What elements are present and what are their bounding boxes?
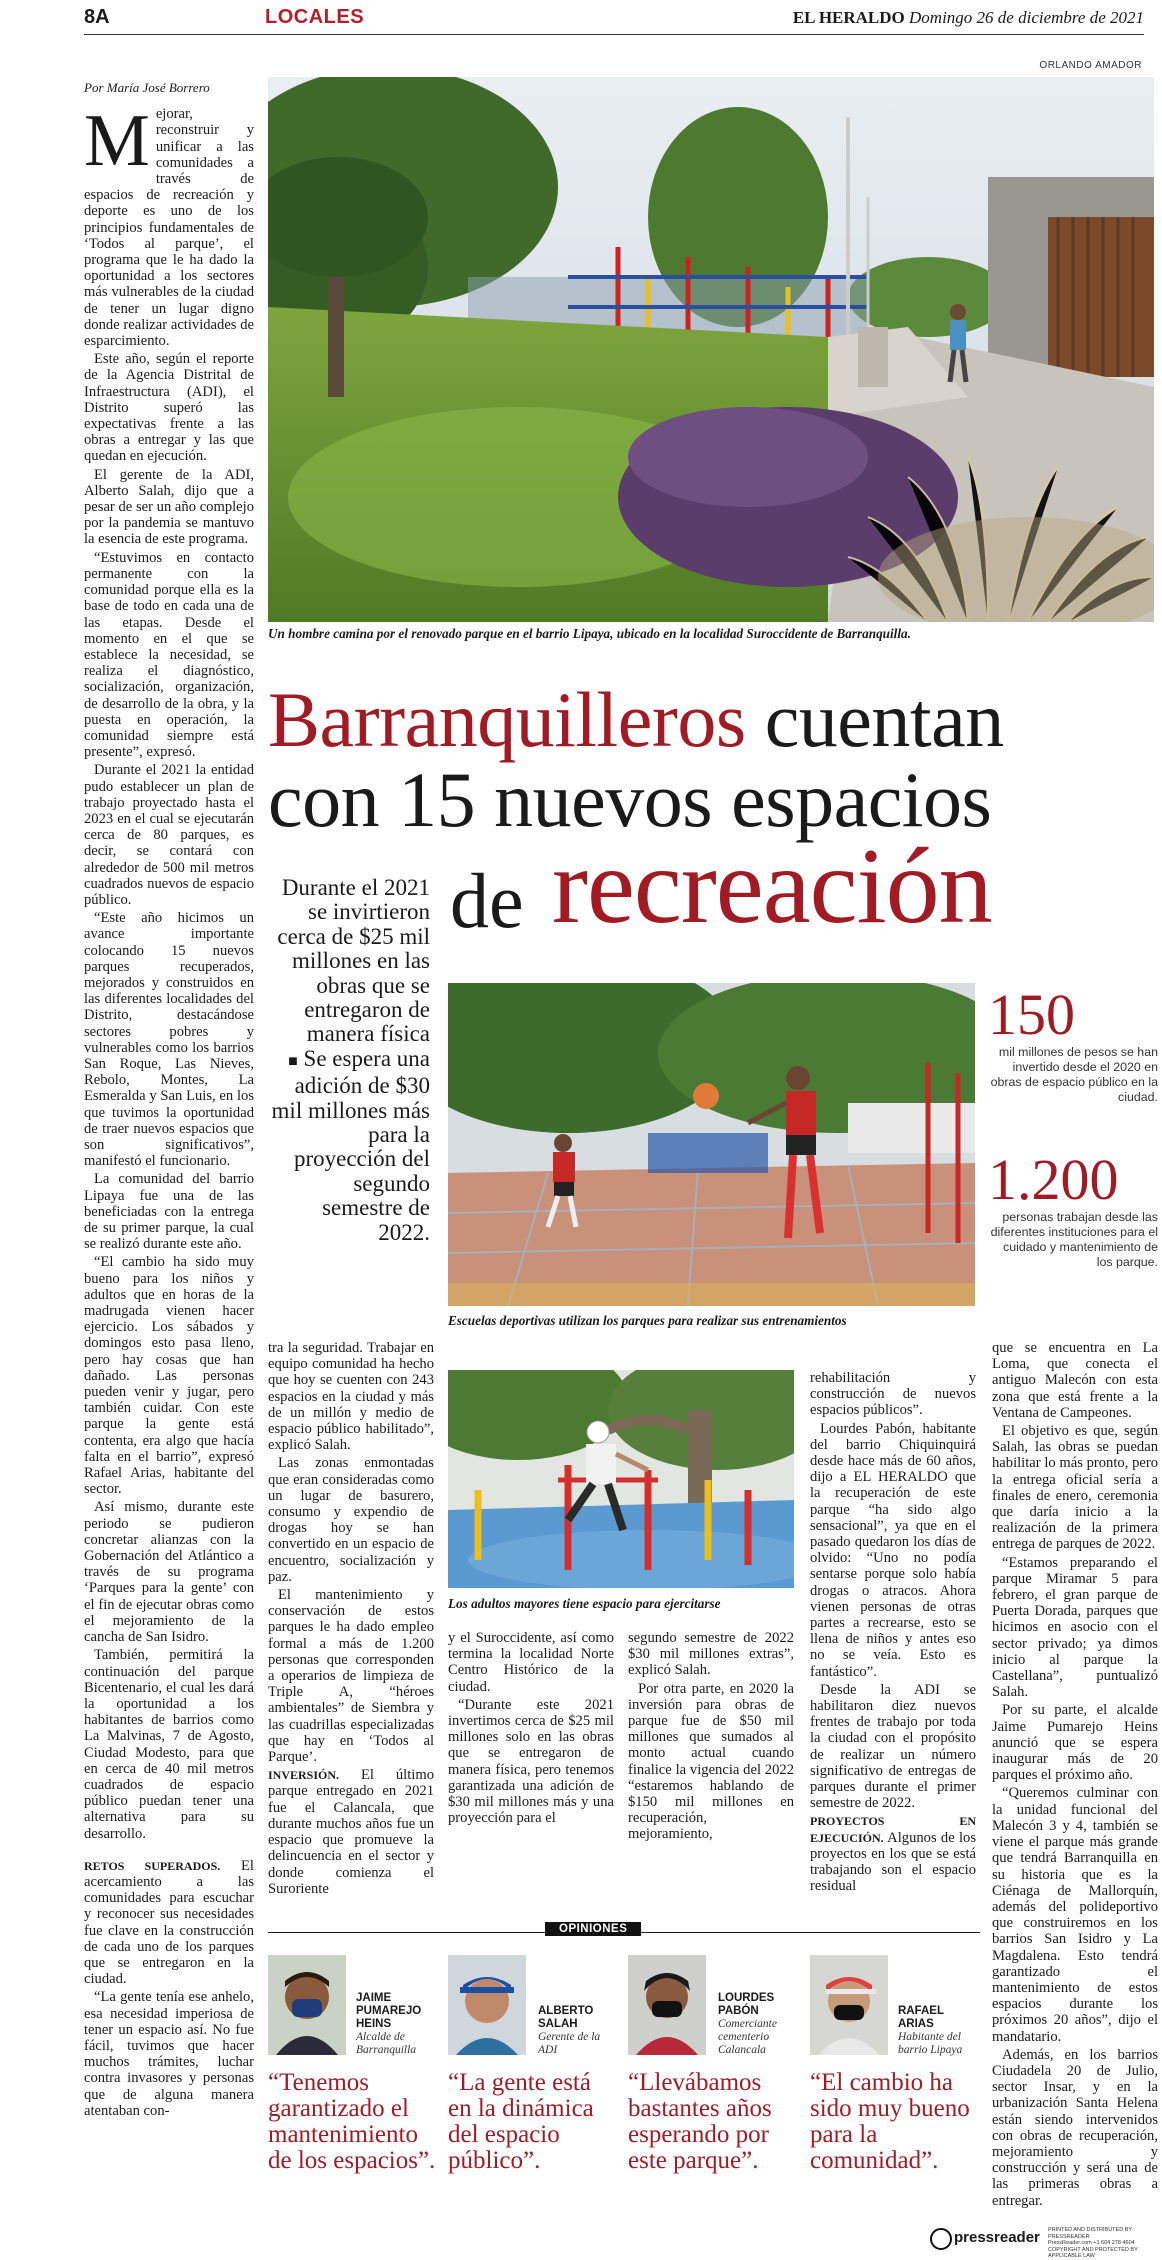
opinion-person-2 — [538, 2005, 618, 2057]
subhead: INVERSIÓN. — [268, 1768, 340, 1783]
opinion-role: Gerente de la ADI — [538, 2031, 601, 2056]
article-column-5 — [992, 1340, 1158, 2211]
stat-text: personas trabajan desde las diferentes instituciones para el cuidado y mantenimiento de los parque. — [990, 1210, 1158, 1269]
sports-scene-illustration — [448, 983, 975, 1306]
headline-line-3-red: recreación — [552, 827, 992, 946]
article-paragraph: Mejorar, reconstruir y unificar a las comunidades a través de espacios de recreación y deporte es uno de los principios fundamentales de ‘Todos al parque’, el programa que le ha dado la oportunidad a los sectores más vulnerables de la ciudad de tener un lugar digno donde realizar actividades de esparcimiento. — [84, 100, 254, 350]
page-number: 8A — [84, 6, 110, 28]
article-paragraph: La comunidad del barrio Lipaya fue una de las beneficiadas con la entrega de su primer parque, la cual se realizó durante este año. — [84, 1171, 254, 1253]
article-paragraph: “Estuvimos en contacto permanente con la comunidad porque ella es la base de todo en cada una de las etapas. Desde el momento en el que se establece la necesidad, se realiza el diagnóstico, socialización, organización, de desarrollo de la obra, y la puesta en operación, la comunidad siempre está presente”, expresó. — [84, 549, 254, 761]
deck-paragraph-2: ■ Se espera una adición de $30 mil millones más para la proyección del segundo semestre de 2022. — [271, 1045, 430, 1245]
opinion-person-1 — [356, 1992, 452, 2057]
publication-date — [793, 8, 1144, 28]
article-paragraph: rehabilitación y construcción de nuevos espacios públicos”. — [810, 1370, 976, 1419]
opinion-quote-1: “Tenemos garantizado el mantenimiento de los espacios”. — [268, 2069, 436, 2174]
pressreader-notice: PRINTED AND DISTRIBUTED BY PRESSREADER PressReader.com +1 604 278 4604 COPYRIGHT AND PROTECTED BY APPLICABLE LAW — [1048, 2227, 1138, 2259]
article-paragraph: Las zonas enmontadas que eran consideradas como un lugar de basurero, consumo y expendio de drogas hoy se han convertido en un espacio de encuentro, socialización y paz. — [268, 1455, 434, 1585]
bullet-icon: ■ — [288, 1052, 298, 1070]
article-column-4-upper — [810, 1370, 976, 1897]
sports-photo-caption: Escuelas deportivas utilizan los parques para realizar sus entrenamientos — [448, 1313, 847, 1328]
opinion-role: Alcalde de Barranquilla — [356, 2031, 417, 2056]
article-paragraph: “Queremos culminar con la unidad funcional del Malecón 3 y 4, también se viene el parque más grande que tendrá Barranquilla en su historia que es la Ciénaga de Mallorquín, además del polideportivo que construiremos en los barrios San Isidro y La Magdalena. Esto tendrá garantizado el mantenimiento de estos espacios durante los próximos 20 años”, dijo el mandatario. — [992, 1785, 1158, 2045]
avatar — [628, 1955, 706, 2055]
pressreader-logo-icon — [930, 2228, 952, 2250]
stat-text: mil millones de pesos se han invertido desde el 2020 en obras de espacio público en la ciudad. — [990, 1045, 1158, 1104]
article-paragraph: Desde la ADI se habilitaron diez nuevos frentes de trabajo por toda la ciudad con el propósito de realizar un número significativo de entregas de parques durante el primer semestre de 2022. — [810, 1681, 976, 1812]
section-name: LOCALES — [265, 6, 365, 28]
opinion-name: RAFAEL ARIAS — [898, 2005, 944, 2030]
headline-red-word: Barranquilleros — [268, 676, 746, 763]
article-paragraph: Además, en los barrios Ciudadela 20 de Julio, sector Insar, y en la urbanización Santa Helena están siendo intervenidos con obras de recuperación, mejoramiento y construcción y será una de las primeras obras a entregar. — [992, 2046, 1158, 2209]
photo-credit: ORLANDO AMADOR — [1039, 60, 1142, 71]
opinion-person-4 — [898, 2005, 978, 2057]
opinion-quote-3: “Llevábamos bastantes años esperando por este parque”. — [628, 2069, 772, 2174]
article-paragraph: “La gente tenía ese anhelo, esa necesidad imperiosa de tener un espacio así. No fue fácil, tuvimos que hacer muchos trámites, luchar contra invasores y personas que de alguna manera atentaban con- — [84, 1989, 254, 2119]
article-paragraph: Durante el 2021 la entidad pudo establecer un plan de trabajo proyectado hasta el 2023 en el cual se ejecutarán cerca de 80 parques, es decir, se contará con alrededor de 500 mil metros cuadrados nuevos de espacio público. — [84, 762, 254, 908]
article-paragraph: y el Suroccidente, así como termina la localidad Norte Centro Histórico de la ciudad. — [448, 1630, 614, 1695]
article-column-1 — [84, 80, 254, 2121]
article-column-4-lower — [628, 1630, 794, 1845]
article-paragraph: El mantenimiento y conservación de estos parques le ha dado empleo formal a más de 1.200 personas que corresponden a operarios de limpieza de Triple A, “héroes ambientales” de Siembra y las cuadrillas especializadas que hay en ‘Todos al Parque’. — [268, 1587, 434, 1766]
article-paragraph: “Estamos preparando el parque Miramar 5 para febrero, el gran parque de Puerta Dorada, parques que hicimos en asocio con el sector privado; ya dimos inicio al parque la Castellana”, puntualizó Salah. — [992, 1554, 1158, 1701]
deck-paragraph-1: Durante el 2021 se invirtieron cerca de $25 mil millones en las obras que se entregaron de manera física — [277, 875, 430, 1047]
headline-line-3-de: de — [450, 857, 524, 944]
opinion-quote-2: “La gente está en la dinámica del espacio público”. — [448, 2069, 594, 2174]
subhead: PROYECTOS EN EJECUCIÓN. — [810, 1814, 976, 1845]
article-paragraph: “Este año hicimos un avance importante colocando 15 nuevos parques recuperados, mejorados y construidos en las diferentes localidades del Distrito, destacándose sectores pobres y vulnerables como los barrios San Roque, Las Nieves, Rebolo, Montes, La Esmeralda y San Luis, en los que tuvimos la oportunidad de traer nuevos espacios que son significativos”, manifestó el funcionario. — [84, 910, 254, 1170]
article-paragraph: También, permitirá la continuación del parque Bicentenario, el cual les dará la oportunidad a los habitantes de barrios como La Malvinas, 7 de Agosto, Ciudad Modesto, para que en cerca de 40 mil metros cuadrados de espacio público puedan tener una alternativa para su desarrollo. — [84, 1647, 254, 1842]
issue-date: Domingo 26 de diciembre de 2021 — [909, 8, 1144, 27]
article-paragraph: segundo semestre de 2022 $30 mil millones extras”, explicó Salah. — [628, 1630, 794, 1679]
headline-line-2: con 15 nuevos espacios — [268, 756, 992, 843]
deck — [270, 876, 430, 1245]
article-paragraph: PROYECTOS EN EJECUCIÓN. Algunos de los proyectos en los que se está trabajando son el espacio residual — [810, 1814, 977, 1895]
main-photo-caption: Un hombre camina por el renovado parque en el barrio Lipaya, ubicado en la localidad Suroccidente de Barranquilla. — [268, 626, 911, 641]
avatar — [810, 1955, 888, 2055]
stat-150 — [988, 982, 1158, 1105]
drop-cap: M — [84, 100, 150, 183]
article-paragraph: “Durante este 2021 invertimos cerca de $25 mil millones solo en las obras que se entregaron de manera física, pero tenemos garantizada una adición de $30 mil millones más y una proyección para el — [448, 1696, 614, 1827]
article-paragraph: RETOS SUPERADOS. El acercamiento a las comunidades para escuchar y reconocer sus necesidades fue clave en la construcción de cada uno de los parques que se entregaron en la ciudad. — [84, 1857, 254, 1988]
opinion-role: Comerciante cementerio Calancala — [718, 2018, 777, 2056]
park-scene-illustration — [268, 77, 1154, 622]
header-rule — [84, 34, 1144, 35]
byline: Por María José Borrero — [84, 80, 210, 95]
article-paragraph: que se encuentra en La Loma, que conecta el antiguo Malecón con esta zona que está frente a la Ventana de Campeones. — [992, 1340, 1158, 1421]
stat-number: 1.200 — [988, 1147, 1119, 1212]
article-paragraph: El gerente de la ADI, Alberto Salah, dijo que a pesar de ser un año complejo por la pandemia se mantuvo la esencia de este programa. — [84, 466, 254, 548]
opinion-name: JAIME PUMAREJO HEINS — [356, 1992, 422, 2030]
main-photo — [268, 77, 1154, 622]
article-paragraph: tra la seguridad. Trabajar en equipo comunidad ha hecho que hoy se cuenten con 243 espacios en la ciudad y más de un millón y medio de espacio público habilitado”, explicó Salah. — [268, 1340, 434, 1454]
opinion-quote-4: “El cambio ha sido muy bueno para la comunidad”. — [810, 2069, 970, 2174]
publication-name: EL HERALDO — [792, 8, 905, 27]
article-paragraph: Por su parte, el alcalde Jaime Pumarejo Heins anunció que se espera inaugurar más de 20 parques el próximo año. — [992, 1702, 1158, 1784]
article-paragraph: INVERSIÓN. El último parque entregado en 2021 fue el Calancala, que durante muchos años fue un espacio que promueve la delincuencia en el sector y donde comienza el Suroriente — [268, 1767, 434, 1897]
opinion-role: Habitante del barrio Lipaya — [898, 2031, 963, 2056]
article-paragraph: Así mismo, durante este periodo se pudieron concretar alianzas con la Gobernación del Atlántico a través de su programa ‘Parques para la gente’ con el fin de ejecutar obras como el mejoramiento de la cancha de San Isidro. — [84, 1499, 254, 1646]
article-column-3 — [448, 1630, 614, 1828]
opinion-name: LOURDES PABÓN — [718, 1992, 775, 2017]
seniors-photo — [448, 1370, 794, 1588]
article-column-2 — [268, 1340, 434, 1899]
article-paragraph: Por otra parte, en 2020 la inversión para obras de parque fue de $50 mil millones que sumados al monto actual cuando finalice la vigencia del 2022 “estaremos hablando de $150 mil millones en recuperación, mejoramiento, — [628, 1680, 794, 1843]
seniors-scene-illustration — [448, 1370, 794, 1588]
article-paragraph: “El cambio ha sido muy bueno para los niños y adultos que en horas de la madrugada vienen hacer ejercicio. Los sábados y domingos esto pasa lleno, pero hay cosas que han dañado. Las personas pueden venir y jugar, pero también cuidar. Con este parque la gente está contenta, era algo que hacía falta en el barrio”, expresó Rafael Arias, habitante del sector. — [84, 1254, 254, 1498]
stat-1200 — [988, 1147, 1158, 1270]
opinion-name: ALBERTO SALAH — [538, 2005, 594, 2030]
opinion-person-3 — [718, 1992, 798, 2057]
article-paragraph: Este año, según el reporte de la Agencia Distrital de Infraestructura (ADI), el Distrito superó las expectativas frente a las obras a entregar y las que quedan en ejecución. — [84, 351, 254, 465]
avatar — [448, 1955, 526, 2055]
pressreader-brand: pressreader — [954, 2229, 1040, 2246]
headline-line-1 — [268, 676, 1004, 763]
seniors-photo-caption: Los adultos mayores tiene espacio para ejercitarse — [448, 1596, 721, 1611]
avatar — [268, 1955, 346, 2055]
article-paragraph: El objetivo es que, según Salah, las obras se puedan habilitar lo más pronto, pero la entrega oficial sería a finales de enero, ceremonia que daría inicio a la realización de la primera entrega de parques de 2022. — [992, 1423, 1158, 1553]
article-paragraph: Lourdes Pabón, habitante del barrio Chiquinquirá desde hace más de 60 años, dijo a EL HERALDO que la recuperación de este parque “ha sido algo sensacional”, ya que en el pasado quedaron los días de olvido: “Uno no podía sentarse porque solo había drogas o atracos. Ahora vienen personas de otras partes a recrearse, esto se llena de niños y antes eso no se veía. Esto es fantástico”. — [810, 1420, 976, 1680]
opinions-label: OPINIONES — [545, 1922, 641, 1936]
subhead: RETOS SUPERADOS. — [84, 1858, 221, 1873]
headline-black-word: cuentan — [764, 676, 1004, 763]
sports-photo — [448, 983, 975, 1306]
pressreader-footer — [930, 2226, 1160, 2259]
stat-number: 150 — [988, 982, 1075, 1047]
